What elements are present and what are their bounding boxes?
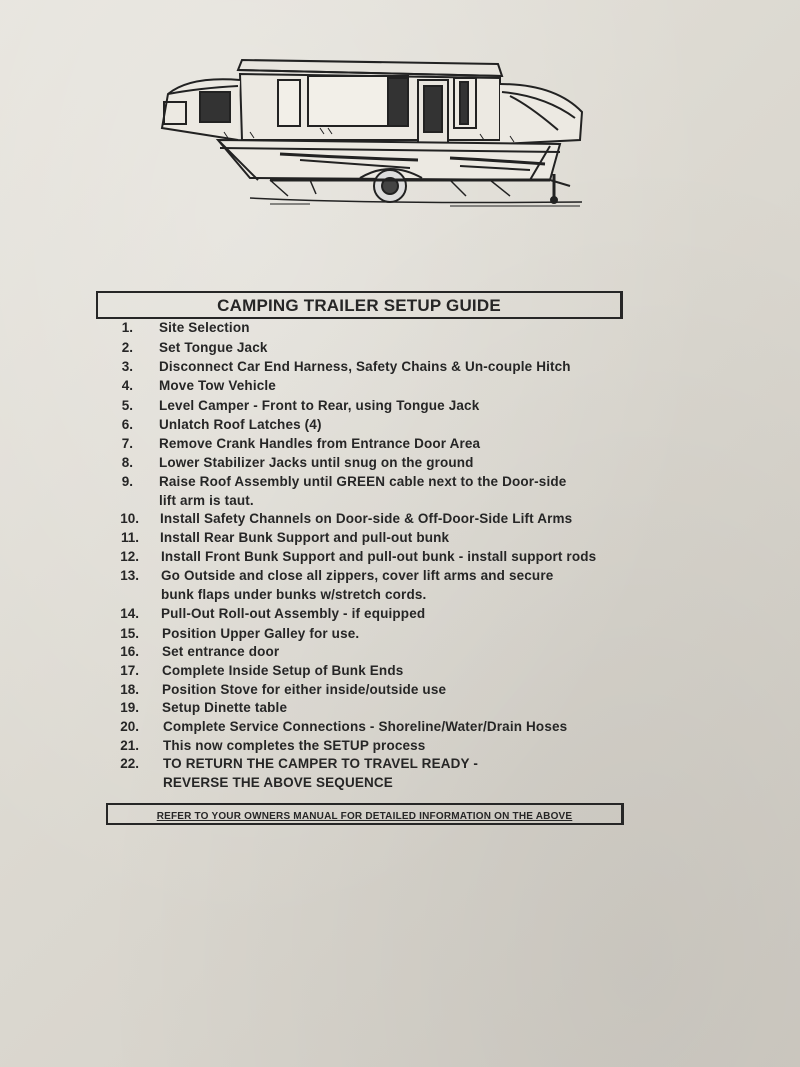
step-number: 17. [120,663,139,678]
step-number: 9. [121,474,133,489]
camping-trailer-illustration [150,48,590,208]
step-number: 12. [120,549,139,564]
step-text-continuation: bunk flaps under bunks w/stretch cords. [161,587,427,602]
step-number: 7. [121,436,133,451]
step-number: 18. [120,682,139,697]
step-number: 1. [121,320,133,335]
step-text: Level Camper - Front to Rear, using Tongue Jack [159,398,480,413]
step-number: 5. [121,398,133,413]
step-number: 19. [120,700,139,715]
step-text: Site Selection [159,320,250,335]
step-number: 15. [120,626,139,641]
step-number: 2. [121,340,133,355]
step-number: 14. [120,606,139,621]
step-text: This now completes the SETUP process [163,738,426,753]
step-number: 3. [121,359,133,374]
step-number: 6. [121,417,133,432]
step-text-continuation: lift arm is taut. [159,493,254,508]
step-text: Position Stove for either inside/outside use [162,682,447,697]
step-text: Lower Stabilizer Jacks until snug on the ground [159,455,474,470]
footer-note: REFER TO YOUR OWNERS MANUAL FOR DETAILED INFORMATION ON THE ABOVE [156,811,573,822]
step-text: Disconnect Car End Harness, Safety Chains & Un-couple Hitch [159,359,571,374]
step-text: Setup Dinette table [162,700,288,715]
step-text-continuation: REVERSE THE ABOVE SEQUENCE [163,775,393,790]
step-number: 16. [120,644,139,659]
step-number: 8. [121,455,133,470]
step-text: Install Rear Bunk Support and pull-out bunk [160,530,450,545]
step-text: Move Tow Vehicle [159,378,276,393]
guide-title: CAMPING TRAILER SETUP GUIDE [217,296,501,315]
step-number: 13. [120,568,139,583]
step-number: 20. [120,719,139,734]
step-text: Set entrance door [162,644,280,659]
step-text: Complete Inside Setup of Bunk Ends [162,663,404,678]
step-text: Unlatch Roof Latches (4) [159,417,322,432]
footer-note-box [106,803,624,825]
step-text: Position Upper Galley for use. [162,626,360,641]
guide-title-box [96,291,623,319]
step-text: Install Safety Channels on Door-side & Off-Door-Side Lift Arms [160,511,573,526]
step-text: Raise Roof Assembly until GREEN cable next to the Door-side [159,474,567,489]
step-text: Complete Service Connections - Shoreline/Water/Drain Hoses [163,719,568,734]
step-text: Set Tongue Jack [159,340,268,355]
step-number: 11. [120,530,139,545]
step-text: Install Front Bunk Support and pull-out bunk - install support rods [161,549,597,564]
step-number: 10. [120,511,139,526]
step-text: Pull-Out Roll-out Assembly - if equipped [161,606,426,621]
step-number: 22. [120,756,139,771]
step-number: 4. [121,378,133,393]
step-number: 21. [120,738,139,753]
step-text: Remove Crank Handles from Entrance Door Area [159,436,481,451]
step-text: Go Outside and close all zippers, cover lift arms and secure [161,568,554,583]
step-text: TO RETURN THE CAMPER TO TRAVEL READY - [163,756,478,771]
